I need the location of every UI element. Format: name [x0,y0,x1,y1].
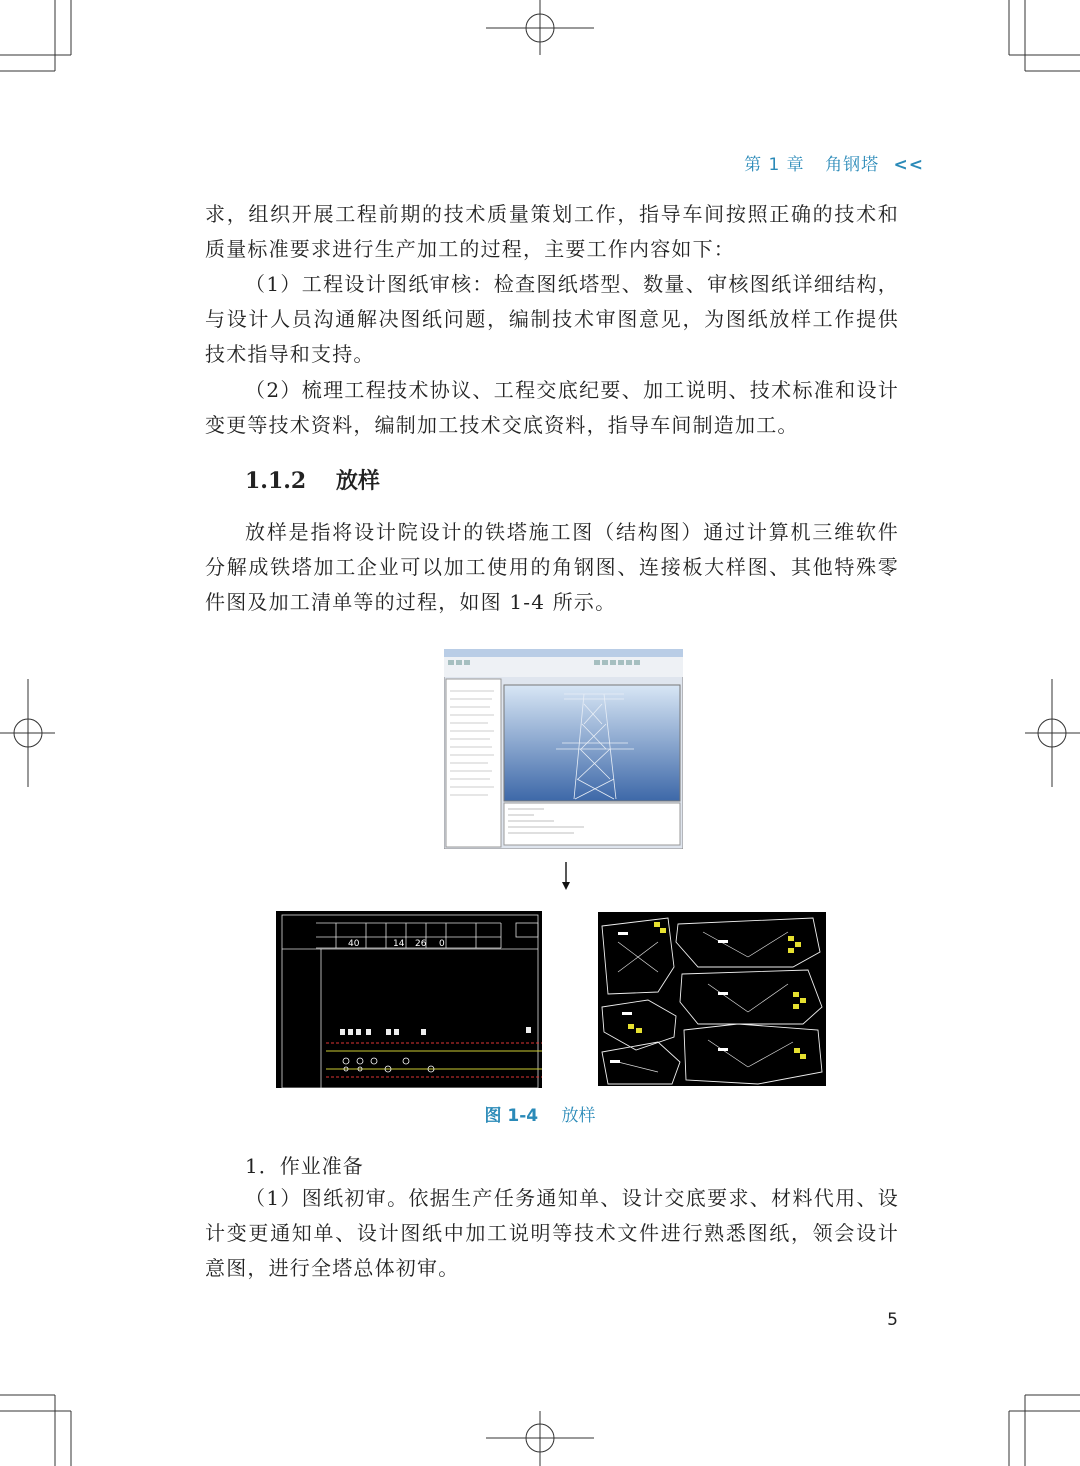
software-screenshot [444,649,683,849]
cad-value-1: 40 [348,939,360,949]
figure-caption [0,1101,1080,1126]
cad-value-4: 0 [439,939,445,949]
chapter-title: 角钢塔 [825,155,880,175]
body-paragraph-2: （1）工程设计图纸审核：检查图纸塔型、数量、审核图纸详细结构，与设计人员沟通解决图纸问题，编制技术审图意见，为图纸放样工作提供技术指导和支持。 [205,272,899,366]
section-title: 放样 [335,468,380,494]
body-paragraph-3: （2）梳理工程技术协议、工程交底纪要、加工说明、技术标准和设计变更等技术资料，编制加工技术交底资料，指导车间制造加工。 [205,378,899,437]
figure-number: 图 1-4 [484,1106,539,1126]
down-arrow-icon [558,862,574,892]
cad-value-3: 26 [415,939,427,949]
body-paragraph-1: 求，组织开展工程前期的技术质量策划工作，指导车间按照正确的技术和质量标准要求进行生产加工的过程，主要工作内容如下： [205,202,899,261]
figure-title: 放样 [561,1106,596,1126]
page-number: 5 [887,1310,898,1330]
section-heading [245,464,380,495]
cad-angle-drawing [276,911,542,1088]
chapter-number: 第 1 章 [744,155,805,175]
cad-value-2: 14 [393,939,405,949]
section-number: 1.1.2 [245,468,307,494]
final-paragraph: （1）图纸初审。依据生产任务通知单、设计交底要求、材料代用、设计变更通知单、设计图纸中加工说明等技术文件进行熟悉图纸，领会设计意图，进行全塔总体初审。 [205,1186,899,1280]
chapter-arrows: << [893,155,924,175]
running-header [744,150,924,175]
cad-plate-drawing [598,912,826,1086]
subsection-heading: 1．作业准备 [245,1154,364,1178]
section-paragraph: 放样是指将设计院设计的铁塔施工图（结构图）通过计算机三维软件分解成铁塔加工企业可以加工使用的角钢图、连接板大样图、其他特殊零件图及加工清单等的过程，如图 1-4 所示。 [205,520,899,614]
